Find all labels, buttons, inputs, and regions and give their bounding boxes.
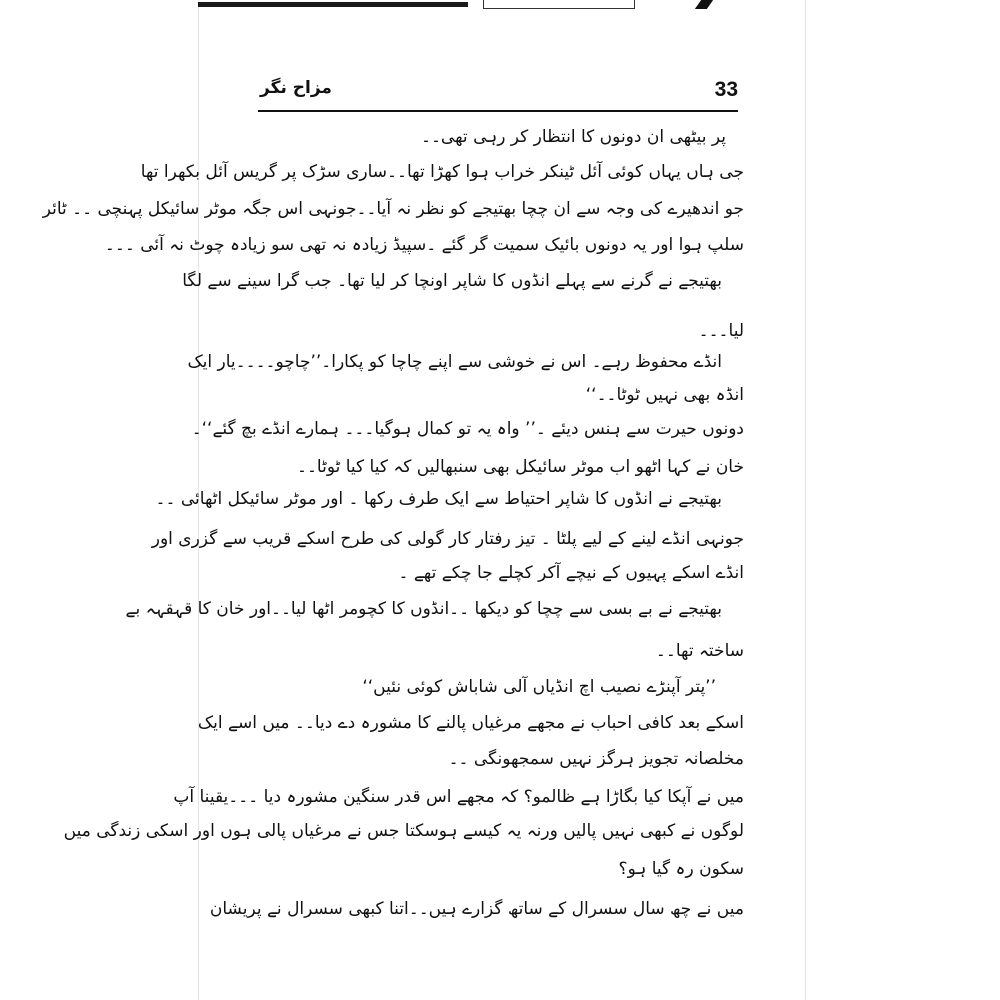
- scan-artifact-bar: [198, 2, 468, 7]
- text-line: انڈہ بھی نہیں ٹوٹا۔۔‘‘: [585, 385, 744, 405]
- text-line: لیا۔۔۔: [698, 321, 744, 341]
- text-line: ساختہ تھا۔۔: [655, 641, 744, 661]
- page-number: 33: [714, 78, 738, 101]
- text-line: میں نے چھ سال سسرال کے ساتھ گزارے ہیں۔۔اتنا کبھی سسرال نے پریشان: [209, 899, 744, 919]
- text-line: جی ہاں یہاں کوئی آئل ٹینکر خراب ہوا کھڑا تھا۔۔ساری سڑک پر گریس آئل بکھرا تھا: [140, 162, 744, 182]
- text-line: بھتیجے نے بے بسی سے چچا کو دیکھا ۔۔انڈوں کا کچومر اٹھا لیا۔۔اور خان کا قہقہہ بے: [125, 599, 722, 619]
- page-header: [258, 78, 738, 112]
- text-line: پر بیٹھی ان دونوں کا انتظار کر رہی تھی۔۔: [421, 127, 726, 147]
- text-line: انڈے اسکے پہیوں کے نیچے آکر کچلے جا چکے تھے ۔: [398, 563, 744, 583]
- scan-artifact-mark: [695, 0, 713, 9]
- text-line: جو اندھیرے کی وجہ سے ان چچا بھتیجے کو نظر نہ آیا۔۔جونہی اس جگہ موٹر سائیکل پہنچی ۔۔ ٹائر: [42, 199, 744, 219]
- book-title: مزاح نگر: [260, 78, 332, 98]
- text-line: بھتیجے نے گرنے سے پہلے انڈوں کا شاپر اونچا کر لیا تھا۔ جب گرا سینے سے لگا: [182, 271, 722, 291]
- scan-artifact-box: [483, 0, 635, 9]
- text-line: انڈے محفوظ رہے۔ اس نے خوشی سے اپنے چاچا کو پکارا۔’’چاچو۔۔۔۔یار ایک: [187, 352, 722, 372]
- text-line: سکون رہ گیا ہو؟: [618, 859, 744, 879]
- text-line: اسکے بعد کافی احباب نے مجھے مرغیاں پالنے کا مشورہ دے دیا۔۔ میں اسے ایک: [197, 713, 744, 733]
- text-line: ’’پتر آپنڑے نصیب اچ انڈیاں آلی شاباش کوئی نئیں‘‘: [362, 677, 716, 697]
- text-line: مخلصانہ تجویز ہرگز نہیں سمجھونگی ۔۔: [448, 749, 744, 769]
- text-line: جونہی انڈے لینے کے لیے پلٹا ۔ تیز رفتار کار گولی کی طرح اسکے قریب سے گزری اور: [151, 529, 744, 549]
- scan-artifact-top: [198, 0, 804, 14]
- text-line: خان نے کہا اٹھو اب موٹر سائیکل بھی سنبھالیں کہ کیا کیا ٹوٹا۔۔: [296, 457, 744, 477]
- text-line: بھتیجے نے انڈوں کا شاپر احتیاط سے ایک طرف رکھا ۔ اور موٹر سائیکل اٹھائی ۔۔: [155, 489, 722, 509]
- text-line: میں نے آپکا کیا بگاڑا ہے ظالمو؟ کہ مجھے اس قدر سنگین مشورہ دیا ۔۔۔یقینا آپ: [173, 787, 744, 807]
- text-line: لوگوں نے کبھی نہیں پالیں ورنہ یہ کیسے ہوسکتا جس نے مرغیاں پالی ہوں اور اسکی زندگی میں: [63, 821, 744, 841]
- text-line: سلپ ہوا اور یہ دونوں بائیک سمیت گر گئے ۔سپیڈ زیادہ نہ تھی سو زیادہ چوٹ نہ آئی ۔۔۔: [104, 235, 744, 255]
- text-line: دونوں حیرت سے ہنس دیئے ۔’’ واہ یہ تو کمال ہوگیا۔۔۔ ہمارے انڈے بچ گئے‘‘۔: [191, 419, 744, 439]
